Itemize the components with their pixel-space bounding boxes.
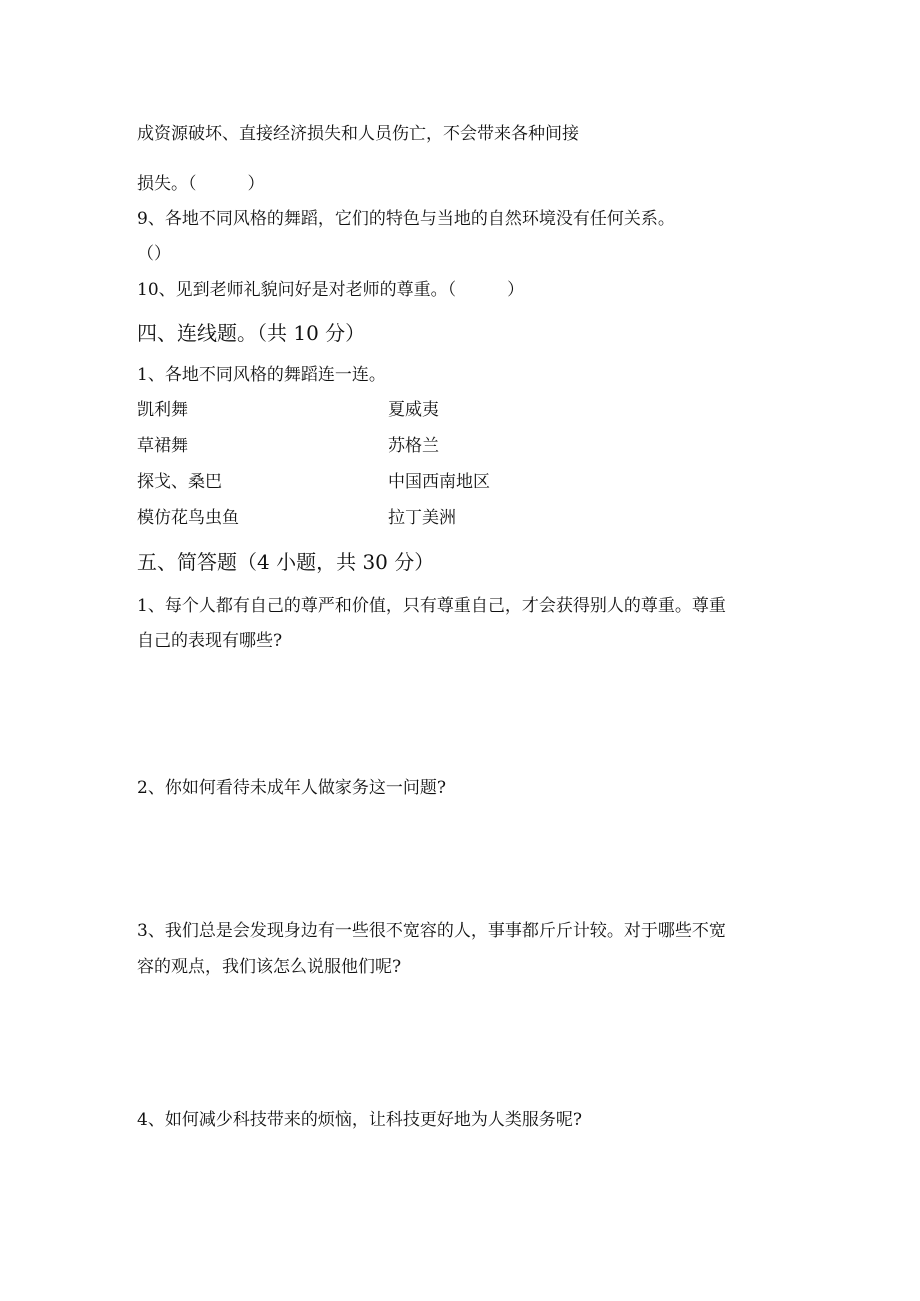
short-answer-heading: 五、简答题（4 小题，共 30 分）	[137, 550, 435, 574]
sa-q2-text: 2、你如何看待未成年人做家务这一问题?	[137, 778, 446, 798]
q9-line1: 9、各地不同风格的舞蹈，它们的特色与当地的自然环境没有任何关系。	[137, 209, 675, 229]
match-right-item: 苏格兰	[388, 436, 439, 456]
sa-q1-line2: 自己的表现有哪些?	[137, 631, 283, 651]
sa-q1-line1: 1、每个人都有自己的尊严和价值，只有尊重自己，才会获得别人的尊重。尊重	[137, 596, 726, 616]
match-left-item: 凯利舞	[137, 400, 188, 420]
sa-q3-line1: 3、我们总是会发现身边有一些很不宽容的人，事事都斤斤计较。对于哪些不宽	[137, 921, 726, 941]
matching-heading: 四、连线题。（共 10 分）	[137, 321, 366, 345]
match-left-item: 草裙舞	[137, 436, 188, 456]
q10-text: 10、见到老师礼貌问好是对老师的尊重。（ ）	[137, 280, 525, 300]
q9-line2: （）	[137, 244, 171, 264]
q8-line1: 成资源破坏、直接经济损失和人员伤亡，不会带来各种间接	[137, 124, 579, 144]
match-right-item: 中国西南地区	[388, 472, 490, 492]
match-left-item: 探戈、桑巴	[137, 472, 222, 492]
sa-q3-line2: 容的观点，我们该怎么说服他们呢?	[137, 957, 402, 977]
match-right-item: 夏威夷	[388, 400, 439, 420]
matching-question: 1、各地不同风格的舞蹈连一连。	[137, 365, 386, 385]
sa-q4-text: 4、如何减少科技带来的烦恼，让科技更好地为人类服务呢?	[137, 1110, 582, 1130]
q8-line2: 损失。（ ）	[137, 174, 265, 194]
match-left-item: 模仿花鸟虫鱼	[137, 508, 239, 528]
match-right-item: 拉丁美洲	[388, 508, 456, 528]
